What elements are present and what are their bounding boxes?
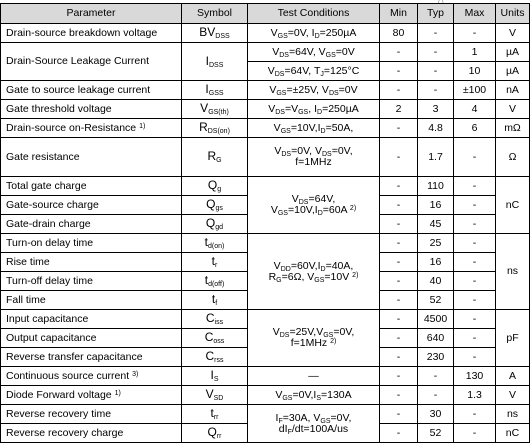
param-cell: Turn-off delay time bbox=[1, 272, 182, 291]
condition-cell: $V_{DS}=64V$, $V_{GS}=0V$ bbox=[248, 43, 380, 62]
param-cell: Output capacitance bbox=[1, 329, 182, 348]
min-cell: - bbox=[380, 234, 418, 253]
param-cell: Reverse transfer capacitance bbox=[1, 348, 182, 367]
condition-cell: $V_{DS}=V_{GS}$, $I_D=250\mu A$ bbox=[248, 100, 380, 119]
typ-cell: - bbox=[418, 386, 454, 405]
param-cell: Gate-source charge bbox=[1, 196, 182, 215]
symbol-cell: $C_{rss}$ bbox=[182, 348, 248, 367]
max-cell: 10 bbox=[454, 62, 496, 81]
unit-cell: µA bbox=[496, 62, 530, 81]
symbol-cell: $I_{GSS}$ bbox=[182, 81, 248, 100]
max-cell: - bbox=[454, 234, 496, 253]
max-cell: - bbox=[454, 253, 496, 272]
condition-cell: $V_{GS}=10V,I_D=50A$, bbox=[248, 119, 380, 138]
table-row bbox=[1, 100, 530, 119]
min-cell: - bbox=[380, 253, 418, 272]
min-cell: - bbox=[380, 310, 418, 329]
unit-cell: µA bbox=[496, 43, 530, 62]
symbol-cell: $V_{SD}$ bbox=[182, 386, 248, 405]
max-cell: - bbox=[454, 405, 496, 424]
param-cell: Drain-Source Leakage Current bbox=[1, 43, 182, 81]
footnote-ref: 3) bbox=[132, 370, 139, 378]
table-row bbox=[1, 405, 530, 424]
max-cell: - bbox=[454, 138, 496, 177]
condition-cell: $V_{GS}=0V,I_S=130A$ bbox=[248, 386, 380, 405]
table-row bbox=[1, 177, 530, 196]
typ-cell: 40 bbox=[418, 272, 454, 291]
param-cell: Reverse recovery time bbox=[1, 405, 182, 424]
header-symbol: Symbol bbox=[182, 4, 248, 24]
max-cell: - bbox=[454, 196, 496, 215]
min-cell: - bbox=[380, 367, 418, 386]
unit-cell: nA bbox=[496, 81, 530, 100]
condition-cell: — bbox=[248, 367, 380, 386]
unit-cell: ns bbox=[496, 405, 530, 424]
condition-cell: $I_F=30A$, $V_{GS}=0V$, $dI_F/dt=100A/us$ bbox=[248, 405, 380, 443]
max-cell: - bbox=[454, 424, 496, 443]
min-cell: - bbox=[380, 329, 418, 348]
max-cell: - bbox=[454, 291, 496, 310]
symbol-cell: $t_{d(off)}$ bbox=[182, 272, 248, 291]
param-cell: Gate resistance bbox=[1, 138, 182, 177]
max-cell: - bbox=[454, 348, 496, 367]
min-cell: 2 bbox=[380, 100, 418, 119]
typ-cell: 52 bbox=[418, 291, 454, 310]
unit-cell: nC bbox=[496, 177, 530, 234]
condition-cell: $V_{DS}=64V$, $T_J=125^\circ C$ bbox=[248, 62, 380, 81]
param-cell: Fall time bbox=[1, 291, 182, 310]
min-cell: - bbox=[380, 272, 418, 291]
symbol-cell: $V_{GS(th)}$ bbox=[182, 100, 248, 119]
symbol-cell: $R_{DS(on)}$ bbox=[182, 119, 248, 138]
typ-cell: 25 bbox=[418, 234, 454, 253]
max-cell: - bbox=[454, 310, 496, 329]
footnote-ref: 2) bbox=[330, 338, 337, 345]
symbol-cell: $Q_{rr}$ bbox=[182, 424, 248, 443]
max-cell: - bbox=[454, 272, 496, 291]
symbol-cell: $Q_{gs}$ bbox=[182, 196, 248, 215]
unit-cell: A bbox=[496, 367, 530, 386]
param-cell: Gate threshold voltage bbox=[1, 100, 182, 119]
min-cell: - bbox=[380, 386, 418, 405]
min-cell: - bbox=[380, 119, 418, 138]
table-row bbox=[1, 310, 530, 329]
param-cell: Diode Forward voltage $^{1)}$ bbox=[1, 386, 182, 405]
param-cell: Rise time bbox=[1, 253, 182, 272]
typ-cell: - bbox=[418, 24, 454, 43]
typ-cell: 16 bbox=[418, 196, 454, 215]
table-row bbox=[1, 119, 530, 138]
condition-cell: $V_{DS}=64V$, $V_{GS}=10V,I_D=60A$ $^{2)}$ bbox=[248, 177, 380, 234]
header-parameter: Parameter bbox=[1, 4, 182, 24]
param-cell: Turn-on delay time bbox=[1, 234, 182, 253]
min-cell: - bbox=[380, 215, 418, 234]
symbol-cell: $C_{iss}$ bbox=[182, 310, 248, 329]
table-row bbox=[1, 24, 530, 43]
symbol-cell: $t_{rr}$ bbox=[182, 405, 248, 424]
symbol-cell: $R_G$ bbox=[182, 138, 248, 177]
typ-cell: 16 bbox=[418, 253, 454, 272]
min-cell: 80 bbox=[380, 24, 418, 43]
typ-cell: 1.7 bbox=[418, 138, 454, 177]
min-cell: - bbox=[380, 424, 418, 443]
table-row bbox=[1, 367, 530, 386]
symbol-cell: $t_f$ bbox=[182, 291, 248, 310]
param-cell: Reverse recovery charge bbox=[1, 424, 182, 443]
table-row bbox=[1, 81, 530, 100]
param-cell: Input capacitance bbox=[1, 310, 182, 329]
max-cell: - bbox=[454, 24, 496, 43]
unit-cell: nC bbox=[496, 424, 530, 443]
unit-cell: V bbox=[496, 24, 530, 43]
symbol-cell: $Q_g$ bbox=[182, 177, 248, 196]
symbol-cell: $t_{d(on)}$ bbox=[182, 234, 248, 253]
condition-cell: $V_{DS}=0V$, $V_{DS}=0V$, f=1MHz bbox=[248, 138, 380, 177]
param-cell: Drain-source breakdown voltage bbox=[1, 24, 182, 43]
max-cell: ±100 bbox=[454, 81, 496, 100]
table-row bbox=[1, 43, 530, 62]
typ-cell: 230 bbox=[418, 348, 454, 367]
typ-cell: 640 bbox=[418, 329, 454, 348]
typ-cell: 4.8 bbox=[418, 119, 454, 138]
footnote-ref: 2) bbox=[349, 205, 357, 212]
header-test-conditions: Test Conditions bbox=[248, 4, 380, 24]
footnote-ref: 1) bbox=[139, 122, 146, 130]
unit-cell: ns bbox=[496, 234, 530, 310]
min-cell: - bbox=[380, 196, 418, 215]
min-cell: - bbox=[380, 138, 418, 177]
footnote-ref: 2) bbox=[352, 271, 359, 279]
param-cell: Gate-drain charge bbox=[1, 215, 182, 234]
max-cell: - bbox=[454, 329, 496, 348]
min-cell: - bbox=[380, 81, 418, 100]
max-cell: 1.3 bbox=[454, 386, 496, 405]
param-cell: Drain-source on-Resistance $^{1)}$ bbox=[1, 119, 182, 138]
param-cell: Total gate charge bbox=[1, 177, 182, 196]
min-cell: - bbox=[380, 291, 418, 310]
param-cell: Gate to source leakage current bbox=[1, 81, 182, 100]
condition-cell: $V_{DS}=25V,V_{GS}=0V$, f=1MHz $^{2)}$ bbox=[248, 310, 380, 367]
max-cell: 6 bbox=[454, 119, 496, 138]
min-cell: - bbox=[380, 405, 418, 424]
unit-cell: Ω bbox=[496, 138, 530, 177]
min-cell: - bbox=[380, 43, 418, 62]
typ-cell: - bbox=[418, 367, 454, 386]
symbol-cell: $Q_{gd}$ bbox=[182, 215, 248, 234]
table-row bbox=[1, 138, 530, 177]
typ-cell: - bbox=[418, 81, 454, 100]
header-row bbox=[1, 4, 530, 24]
symbol-cell: $BV_{DSS}$ bbox=[182, 24, 248, 43]
typ-cell: 4500 bbox=[418, 310, 454, 329]
max-cell: - bbox=[454, 177, 496, 196]
header-min: Min bbox=[380, 4, 418, 24]
typ-cell: 52 bbox=[418, 424, 454, 443]
condition-cell: $V_{GS}=\pm 25V$, $V_{DS}=0V$ bbox=[248, 81, 380, 100]
footnote-ref: 1) bbox=[114, 389, 121, 397]
max-cell: 130 bbox=[454, 367, 496, 386]
symbol-cell: $t_r$ bbox=[182, 253, 248, 272]
unit-cell: V bbox=[496, 386, 530, 405]
table-row bbox=[1, 386, 530, 405]
typ-cell: - bbox=[418, 43, 454, 62]
unit-cell: V bbox=[496, 100, 530, 119]
min-cell: - bbox=[380, 177, 418, 196]
typ-cell: 30 bbox=[418, 405, 454, 424]
unit-cell: pF bbox=[496, 310, 530, 367]
max-cell: 1 bbox=[454, 43, 496, 62]
symbol-cell: $I_S$ bbox=[182, 367, 248, 386]
unit-cell: mΩ bbox=[496, 119, 530, 138]
min-cell: - bbox=[380, 348, 418, 367]
typ-cell: 45 bbox=[418, 215, 454, 234]
symbol-cell: $I_{DSS}$ bbox=[182, 43, 248, 81]
symbol-cell: $C_{oss}$ bbox=[182, 329, 248, 348]
max-cell: - bbox=[454, 215, 496, 234]
param-cell: Continuous source current $^{3)}$ bbox=[1, 367, 182, 386]
condition-cell: $V_{DD}=60V,I_D=40A$, $R_G=6\Omega$, $V_{GS}=10V$ $^{2)}$ bbox=[248, 234, 380, 310]
max-cell: 4 bbox=[454, 100, 496, 119]
electrical-characteristics-table bbox=[0, 3, 530, 443]
min-cell: - bbox=[380, 62, 418, 81]
typ-cell: 3 bbox=[418, 100, 454, 119]
table-row bbox=[1, 234, 530, 253]
condition-cell: $V_{GS}=0V$, $I_D=250\mu A$ bbox=[248, 24, 380, 43]
typ-cell: 110 bbox=[418, 177, 454, 196]
header-typ: Typ bbox=[418, 4, 454, 24]
header-max: Max bbox=[454, 4, 496, 24]
header-units: Units bbox=[496, 4, 530, 24]
typ-cell: - bbox=[418, 62, 454, 81]
